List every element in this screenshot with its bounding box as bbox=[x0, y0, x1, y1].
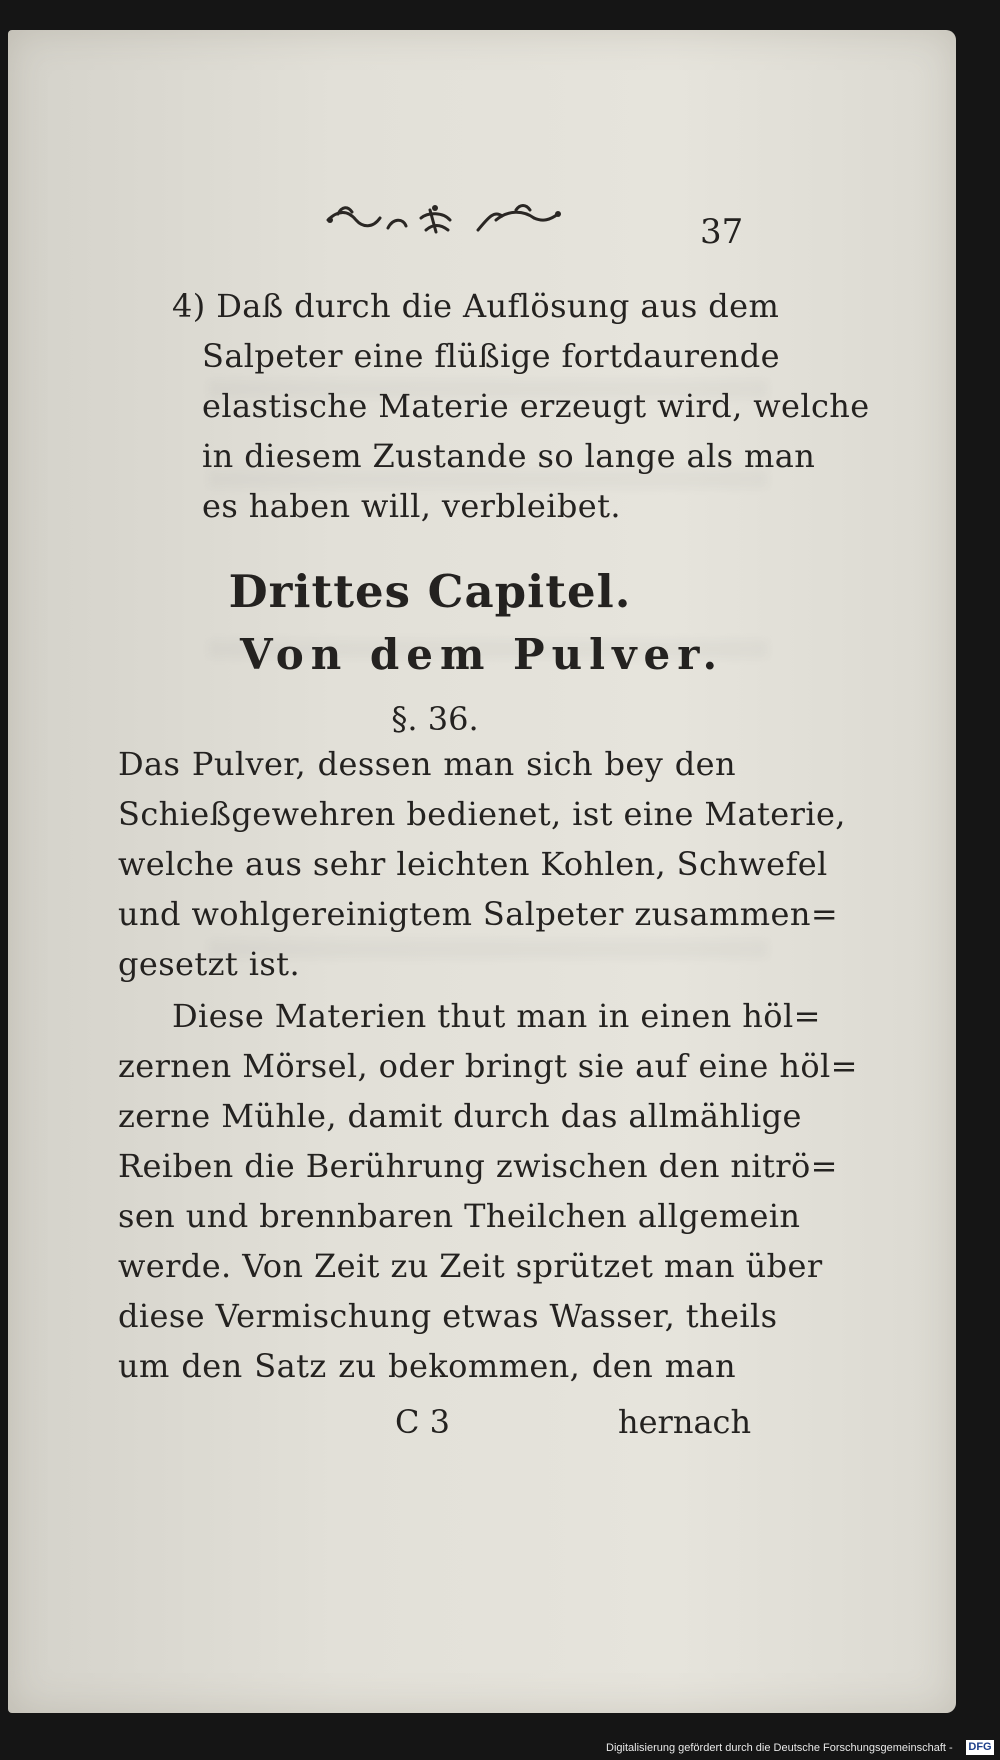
text-line: Salpeter eine flüßige fortdaurende bbox=[202, 337, 781, 375]
text-line: Das Pulver, dessen man sich bey den bbox=[118, 745, 736, 783]
text-line: zerne Mühle, damit durch das allmählige bbox=[118, 1097, 802, 1135]
text-line: Reiben die Berührung zwischen den nitrö= bbox=[118, 1147, 838, 1185]
section-mark: §. 36. bbox=[391, 700, 479, 738]
text-line: gesetzt ist. bbox=[118, 945, 301, 983]
chapter-subtitle: Von dem Pulver. bbox=[240, 630, 725, 679]
text-line: und wohlgereinigtem Salpeter zusammen= bbox=[118, 895, 839, 933]
text-line: sen und brennbaren Theilchen allgemein bbox=[118, 1197, 801, 1235]
ornament-icon bbox=[318, 190, 568, 250]
text-line: 4) Daß durch die Auflösung aus dem bbox=[172, 287, 780, 325]
dfg-logo: DFG bbox=[966, 1740, 994, 1755]
text-line: Schießgewehren bedienet, ist eine Materie, bbox=[118, 795, 846, 833]
text-line: in diesem Zustande so lange als man bbox=[202, 437, 816, 475]
text-line: diese Vermischung etwas Wasser, theils bbox=[118, 1297, 778, 1335]
text-line: Diese Materien thut man in einen höl= bbox=[172, 997, 821, 1035]
text-line: elastische Materie erzeugt wird, welche bbox=[202, 387, 870, 425]
chapter-title: Drittes Capitel. bbox=[228, 565, 632, 618]
digitization-credit: Digitalisierung gefördert durch die Deutsche Forschungsgemeinschaft - bbox=[606, 1742, 953, 1754]
signature-mark: C 3 bbox=[395, 1403, 451, 1441]
text-line: welche aus sehr leichten Kohlen, Schwefel bbox=[118, 845, 828, 883]
text-line: um den Satz zu bekommen, den man bbox=[118, 1347, 736, 1385]
text-line: es haben will, verbleibet. bbox=[202, 487, 621, 525]
text-line: werde. Von Zeit zu Zeit sprützet man über bbox=[118, 1247, 823, 1285]
catchword: hernach bbox=[618, 1403, 752, 1441]
text-line: zernen Mörsel, oder bringt sie auf eine höl= bbox=[118, 1047, 858, 1085]
page-number: 37 bbox=[700, 212, 744, 252]
